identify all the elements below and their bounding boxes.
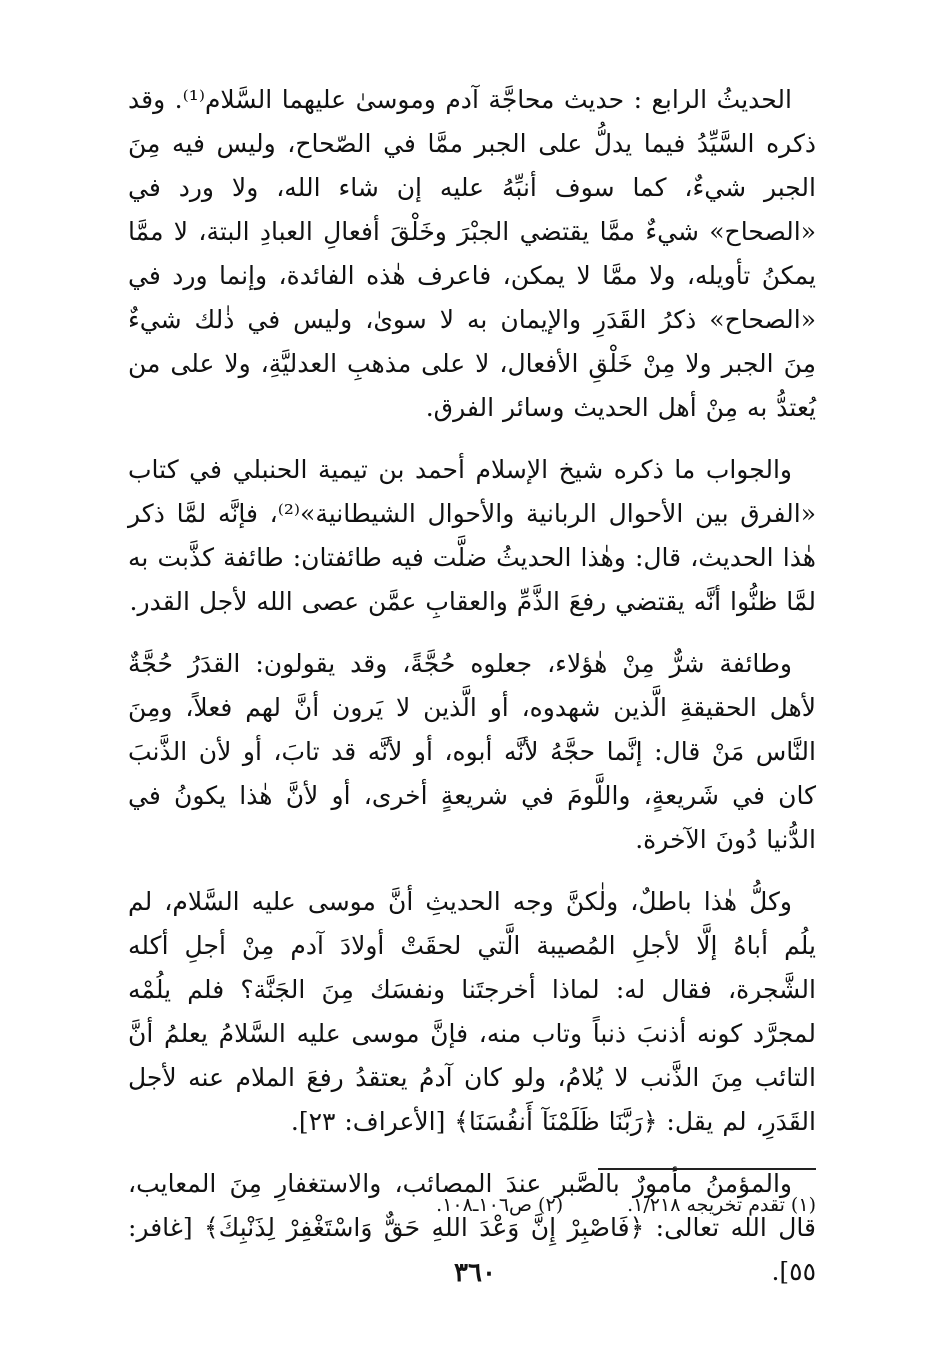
footnote-divider bbox=[598, 1168, 816, 1170]
main-text bbox=[128, 78, 816, 1312]
paragraph-4: وكلُّ هٰذا باطلٌ، ولٰكنَّ وجه الحديثِ أنَّ موسى عليه السَّلام، لم يلُم أباهُ إلَّا لأجلِ المُصيبة الَّتي لحقَتْ أولادَ آدم مِنْ أجلِ أكله الشَّجرة، فقال له: لماذا أخرجتَنا ونفسَك مِنَ الجَنَّة؟ فلم يلُمْه لمجرَّد كونه أذنبَ ذنباً وتاب منه، فإنَّ موسى عليه السَّلامُ يعلمُ أنَّ التائب مِنَ الذَّنب لا يُلامُ، ولو كان آدمُ يعتقدُ رفعَ الملام عنه لأجل القَدَرِ، لم يقل: ﴿رَبَّنَا ظَلَمْنَآ أَنفُسَنَا﴾ [الأعراف: ٢٣]. bbox=[128, 887, 817, 1136]
paragraph-3: وطائفة شرٌّ مِنْ هٰؤلاء، جعلوه حُجَّةً، وقد يقولون: القدَرُ حُجَّةٌ لأهل الحقيقةِ الَّذين شهدوه، أو الَّذين لا يَرون أنَّ لهم فعلاً، ومِنَ النَّاس مَنْ قال: إنَّما حجَّهُ لأنَّه أبوه، أو لأنَّه قد تابَ، أو لأن الذَّنبَ كان في شَريعةٍ، واللَّومَ في شريعةٍ أخرى، أو لأنَّ هٰذا يكونُ في الدُّنيا دُونَ الآخرة. bbox=[128, 649, 816, 854]
paragraph-1: الحديثُ الرابع : حديث محاجَّة آدم وموسىٰ عليهما السَّلام⁽¹⁾. وقد ذكره السَّيِّدُ فيما يدلُّ على الجبر ممَّا في الصّحاح، وليس فيه مِنَ الجبر شيءٌ، كما سوف أنبِّهُ عليه إن شاء الله، ولا ورد في «الصحاح» شيءٌ ممَّا يقتضي الجبْرَ وخَلْقَ أفعالِ العبادِ البتة، لا ممَّا يمكنُ تأويله، ولا ممَّا لا يمكن، فاعرف هٰذه الفائدة، وإنما ورد في «الصحاح» ذكرُ القَدَرِ والإيمان به لا سوىٰ، وليس في ذٰلك شيءٌ مِنَ الجبر ولا مِنْ خَلْقِ الأفعال، لا على مذهبِ العدليَّةِ، ولا على من يُعتدُّ به مِنْ أهل الحديث وسائر الفرق. bbox=[128, 85, 816, 422]
footnote-2: (٢) ص١٠٦ـ١٠٨. bbox=[436, 1194, 564, 1216]
paragraph-5: والمؤمنُ مأمورٌ بالصَّبر عندَ المصائب، والاستغفارِ مِنَ المعايب، قال الله تعالى: ﴿فَاصْبِرْ إِنَّ وَعْدَ اللهِ حَقٌّ وَاسْتَغْفِرْ لِذَنْبِكَ﴾ [غافر: ٥٥]. bbox=[128, 1169, 816, 1286]
paragraph-2: والجواب ما ذكره شيخ الإسلام أحمد بن تيمية الحنبلي في كتاب «الفرق بين الأحوال الربانية والأحوال الشيطانية»⁽²⁾، فإنَّه لمَّا ذكر هٰذا الحديث، قال: وهٰذا الحديثُ ضلَّت فيه طائفتان: طائفة كذَّبت به لمَّا ظنُّوا أنَّه يقتضي رفعَ الذَّمِّ والعقابِ عمَّن عصى الله لأجل القدر. bbox=[128, 455, 816, 616]
footnote-1: (١) تقدم تخريجه ١/٢١٨. bbox=[627, 1194, 816, 1216]
footnotes bbox=[300, 1190, 816, 1220]
page-number: ٣٦٠ bbox=[454, 1258, 496, 1288]
